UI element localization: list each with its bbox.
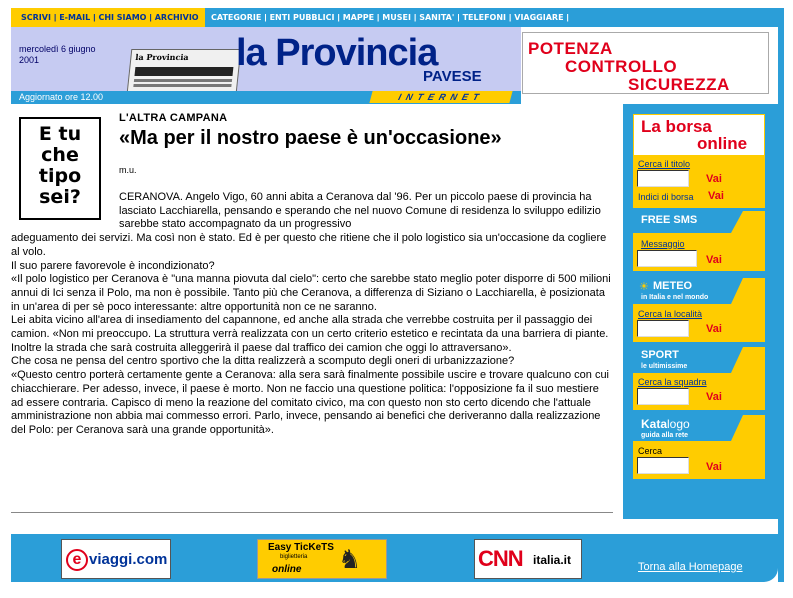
internet-label: INTERNET: [369, 91, 512, 103]
nav-link-musei[interactable]: MUSEI: [382, 13, 411, 22]
katalogo-widget: [633, 415, 765, 479]
article-paragraph: «Questo centro porterà certamente gente a Ceranova: alla sera sarà finalmente possibile uscire e trovare qualcuno con cui chiacchierare. Per adesso, invece, il paese è morto. Non ne faccio una questione politica: l'opposizione fa il suo mestiere ad essere contraria. Capisco di meno la reazione del comitato civico, ma con questo non sto certo dicendo che l'attuale amministrazione non abbia mai commesso errori. Parlo, invece, pensando ai benefici che deriveranno dalla realizzazione del Polo: per Ceranova sarà una grande opportunità».: [11, 369, 610, 436]
borsa-search-input[interactable]: [637, 170, 689, 187]
meteo-go-button[interactable]: Vai: [706, 323, 722, 335]
easytickets-banner[interactable]: Easy TicKeTS biglietteria online ♞: [257, 539, 387, 579]
article: [11, 110, 617, 530]
borsa-indices-link[interactable]: Indici di borsa: [638, 192, 694, 202]
sport-field-label: Cerca la squadra: [638, 377, 707, 387]
nav-left-group: SCRIVI | E-MAIL | CHI SIAMO | ARCHIVIO: [11, 8, 205, 27]
meteo-subtitle: in Italia e nel mondo: [641, 294, 709, 301]
borsa-field-label: Cerca il titolo: [638, 159, 691, 169]
nav-right-group: CATEGORIE | ENTI PUBBLICI | MAPPE | MUSEI | SANITA' | TELEFONI | VIAGGIARE |: [205, 8, 778, 27]
site-logo[interactable]: la Provincia: [236, 32, 438, 74]
newspaper-image: la Provincia: [127, 49, 242, 93]
nav-link-enti-pubblici[interactable]: ENTI PUBBLICI: [269, 13, 335, 22]
eviaggi-banner[interactable]: [61, 539, 171, 579]
nav-link-viaggiare[interactable]: VIAGGIARE: [514, 13, 564, 22]
right-sidebar: [623, 104, 778, 519]
quiz-promo-box[interactable]: E tu che tipo sei?: [19, 117, 101, 220]
borsa-title: La borsa: [641, 117, 712, 136]
nav-link-sanita[interactable]: SANITA': [419, 13, 455, 22]
ticket-figure-icon: ♞: [338, 544, 362, 574]
article-question: Che cosa ne pensa del centro sportivo che la ditta realizzerà a scomputo degli oneri di urbanizzazione?: [11, 355, 515, 368]
header-ad-banner[interactable]: POTENZA CONTROLLO SICUREZZA: [522, 32, 769, 94]
meteo-widget: [633, 278, 765, 342]
sms-tab: FREE SMS: [633, 211, 731, 233]
sms-widget: [633, 211, 765, 271]
article-section: L'ALTRA CAMPANA: [119, 112, 228, 124]
cnn-italia-banner[interactable]: CNN italia.it: [474, 539, 582, 579]
katalogo-tab: Katalogo: [641, 417, 690, 431]
article-paragraph: adeguamento dei servizi. Ma così non è stato. Ed è per questo che ritiene che il polo logistico sia un'occasione da cogliere al volo.: [11, 232, 607, 258]
katalogo-go-button[interactable]: Vai: [706, 461, 722, 473]
homepage-link[interactable]: Torna alla Homepage: [638, 561, 743, 573]
meteo-tab: METEO: [653, 280, 693, 292]
article-headline: «Ma per il nostro paese è un'occasione»: [119, 127, 502, 149]
masthead: [11, 27, 778, 104]
site-logo-subtitle: PAVESE: [423, 68, 482, 85]
katalogo-search-input[interactable]: [637, 457, 689, 474]
footer: [11, 534, 778, 582]
sun-icon: ☀: [639, 281, 649, 293]
cnn-logo: CNN: [478, 546, 523, 571]
borsa-go-button[interactable]: Vai: [706, 173, 722, 185]
divider: [11, 512, 613, 513]
meteo-location-input[interactable]: [637, 320, 689, 337]
sport-subtitle: le ultimissime: [641, 363, 688, 370]
update-time: Aggiornato ore 12.00: [19, 92, 104, 102]
nav-link-email[interactable]: E-MAIL: [59, 13, 91, 22]
nav-link-archivio[interactable]: ARCHIVIO: [154, 13, 199, 22]
borsa-widget: [633, 114, 765, 208]
top-navigation: [11, 8, 778, 27]
article-question: Il suo parere favorevole è incondizionato?: [11, 259, 215, 272]
meteo-field-label: Cerca la località: [638, 309, 703, 319]
sms-go-button[interactable]: Vai: [706, 254, 722, 266]
sport-tab: SPORT: [641, 349, 679, 361]
nav-link-categorie[interactable]: CATEGORIE: [211, 13, 262, 22]
sms-field-label: Messaggio: [641, 239, 685, 249]
nav-link-mappe[interactable]: MAPPE: [342, 13, 375, 22]
article-paragraph: «Il polo logistico per Ceranova è "una manna piovuta dal cielo": certo che sarebbe stato meglio poter disporre di 500 milioni annui di Ici senza il Polo, ma non è possibile. Tanto più che Ceranova, a differenza di Siziano o Lacchiarella, è posizionata in un'area di per sè poco interessante: altre opportunità non ce ne saranno.: [11, 273, 611, 313]
eviaggi-e-logo: e: [66, 549, 88, 571]
sport-team-input[interactable]: [637, 388, 689, 405]
nav-link-chi-siamo[interactable]: CHI SIAMO: [98, 13, 147, 22]
eviaggi-text: viaggi.com: [89, 551, 168, 568]
article-body: [11, 191, 614, 438]
katalogo-field-label: Cerca: [638, 446, 663, 456]
date-display: mercoledì 6 giugno 2001: [19, 44, 96, 65]
article-paragraph: CERANOVA. Angelo Vigo, 60 anni abita a Ceranova dal '96. Per un piccolo paese di provincia ha lasciato Lacchiarella, pensando e sperando che nel nuovo Comune di residenza lo sviluppo edilizio sarebbe stato accompagnato da un progressivo: [119, 191, 601, 231]
sport-go-button[interactable]: Vai: [706, 391, 722, 403]
article-author: m.u.: [119, 165, 137, 175]
sms-message-input[interactable]: [637, 250, 697, 267]
katalogo-subtitle: guida alla rete: [641, 432, 689, 439]
nav-link-telefoni[interactable]: TELEFONI: [462, 13, 506, 22]
borsa-indices-go[interactable]: Vai: [708, 190, 724, 202]
nav-link-scrivi[interactable]: SCRIVI: [21, 13, 51, 22]
borsa-title-online: online: [697, 134, 748, 153]
article-paragraph: Lei abita vicino all'area di insediamento del capannone, ed anche alla strada che verrebbe costruita per il passaggio dei camion. «Non mi preoccupo. La struttura verrà realizzata con un certo criterio estetico e recintata da una barriera di piante. Inoltre la strada che sarà costruita alleggerirà il paese dal traffico dei camion che oggi lo attraversano».: [11, 314, 609, 354]
sport-widget: [633, 347, 765, 410]
